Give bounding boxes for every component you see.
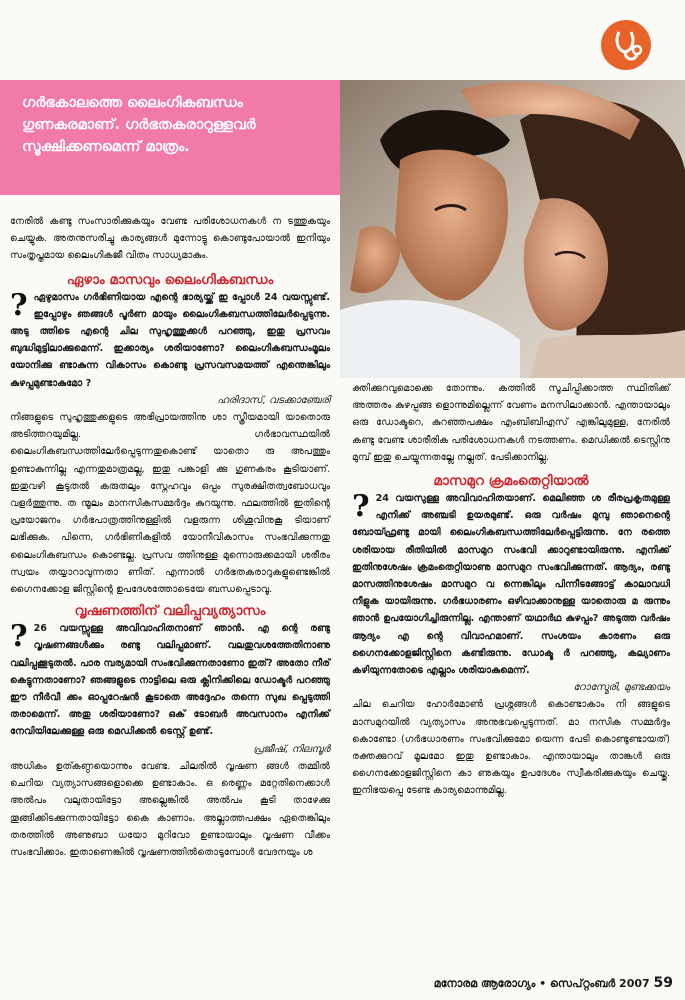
intro-paragraph: നേരിൽ കണ്ടു സംസാരിക്കുകയും വേണ്ട പരിശോധനകൾ ന ടത്തുകയും ചെയ്യുക. അതനുസരിച്ചു കാര്യങ്ങൾ മുന്നോട്ടു കൊണ്ടുപോയാൽ ഇനിയും സംതൃപ്തമായ ലൈംഗികജീ വിതം സാധ്യമാകും. bbox=[10, 216, 330, 262]
answer-paragraph: നിങ്ങളുടെ സുഹൃത്തുക്കളുടെ അഭിപ്രായത്തിനു ശാ സ്ത്രീയമായി യാതൊരു അടിത്തറയുമില്ല. ഗർഭാവസ്ഥയിൽ ലൈംഗികബന്ധത്തിലേർപ്പെടുന്നതുകൊണ്ട് യാതൊ രു അപത്തും ഉണ്ടാകുന്നില്ല എന്നതുമാത്രമല്ല, ഇതു പങ്കാളി ക്കു ഗുണകരം കൂടിയാണ്. ഇതുവഴി കൂടുതൽ കരുതലും സ്നേഹവും ഒപ്പം സുരക്ഷിതത്വബോധവും വളർത്തുന്നു. ത ന്മൂലം മാനസികസമ്മർദ്ദം കുറയുന്നു. ഫലത്തിൽ ഇതിന്റെ പ്രയോജനം ഗർഭപാത്രത്തിനുള്ളിൽ വളരുന്ന ശിശുവിനുകൂ ടിയാണ് ലഭിക്കുക. പിന്നെ, ഗർഭിണികളിൽ യോനീവികാസം സംഭവിക്കുന്നതു ലൈംഗികബന്ധം കൊണ്ടല്ല. പ്രസവ ത്തിനുള്ള മുന്നൊരുക്കമായി ശരീരം സ്വയം തയ്യാറാവുന്നതാ ണിത്. എന്നാൽ ഗർഭതകരാറുകളുണ്ടെങ്കിൽ ഗൈനക്കോള ജിസ്റ്റിന്റെ ഉപദേശത്തോടെയേ ബന്ധപ്പെടാവൂ. bbox=[10, 412, 330, 596]
page-number: 59 bbox=[653, 975, 673, 991]
question-mark-icon: ? bbox=[352, 489, 370, 525]
section-heading: ഏഴാം മാസവും ലൈംഗികബന്ധം bbox=[66, 271, 274, 288]
answer-paragraph: ചില ചെറിയ ഹോർമോൺ പ്രശ്നങ്ങൾ കൊണ്ടാകാം നി ങ്ങളുടെ മാസമുറയിൽ വ്യത്യാസം അനുഭവപ്പെടുന്നത്. മാ നസിക സമ്മർദ്ദം കൊണ്ടോ (ഗർഭധാരണം സംഭവിക്കുമോ യെന്ന പേടി കൊണ്ടുണ്ടായത്) രക്തക്കുറവ് മൂലമോ ഇതു ഉണ്ടാകാം. എന്തായാലും താങ്കൾ ഒരു ഗൈനക്കോളജിസ്റ്റിനെ കാ ണുകയും ഉപദേശം സ്വീകരിക്കുകയും ചെയ്തു. ഇനിഭയപ്പെ ടേണ്ട കാര്യമൊന്നുമില്ല. bbox=[352, 699, 670, 797]
pullquote-box bbox=[0, 80, 340, 195]
answer-paragraph: അധികം ഉത്കണ്ഠയൊന്നും വേണ്ട. ചിലരിൽ വൃഷണ ങ്ങൾ തമ്മിൽ ചെറിയ വ്യത്യാസങ്ങളൊക്കെ ഉണ്ടാകാം. ഒ രെണ്ണം മറ്റേതിനെക്കാൾ അൽപം വലുതായിട്ടോ അല്ലെങ്കിൽ അൽപം കൂടി താഴേക്കു തൂങ്ങിക്കിടക്കുന്നതായിട്ടോ കൈ കാണാം. അല്ലാത്തപക്ഷം ഏതെങ്കിലും തരത്തിൽ അണുബാ ധയോ മുറിവോ ഉണ്ടായാലും വൃഷണ വീക്കം സംഭവിക്കാം. ഇതാണെങ്കിൽ വൃഷണത്തിൽതൊടുമ്പോൾ വേദനയും ശ bbox=[10, 760, 330, 858]
question-paragraph bbox=[10, 620, 330, 740]
pullquote-text: ഗർഭകാലത്തെ ലൈംഗികബന്ധം ഗുണകരമാണ്. ഗർഭതകരാറുള്ളവർ സൂക്ഷിക്കണമെന്ന് മാത്രം. bbox=[22, 95, 256, 155]
right-column bbox=[352, 380, 670, 800]
question-mark-icon: ? bbox=[10, 619, 28, 655]
question-text: ഏഴുമാസം ഗർഭിണിയായ എന്റെ ഭാര്യയ്ക്ക് ഇ പ്പോൾ 24 വയസ്സുണ്ട്. ഇപ്പോഴും ഞങ്ങൾ പൂർണ മായും ലൈംഗികബന്ധത്തിലേർപ്പെടുന്നു. അടു ത്തിടെ എന്റെ ചില സുഹൃത്തുക്കൾ പറഞ്ഞു, ഇതു പ്രസവം ബുദ്ധിമുട്ടിലാക്കുമെന്ന്. ഇക്കാര്യം ശരിയാണോ? ലൈംഗികബന്ധംമൂലം യോനിക്കു ണ്ടാകുന്ന വികാസം കൊണ്ടു പ്രസവസമയത്ത് എന്തെങ്കിലും കുഴപ്പമുണ്ടാകുമോ ? bbox=[10, 291, 330, 389]
continued-paragraph: ക്തിക്കുറവുമൊക്കെ തോന്നും. കത്തിൽ സൂചിപ്പിക്കാത്ത സ്ഥിതിക്ക് അത്തരം കുഴപ്പങ്ങ ളൊന്നുമില്ലെന്ന് വേണം മനസിലാക്കാൻ. എന്തായാലും ഒരു ഡോക്ടറെ, കുറഞ്ഞപക്ഷം എംബിബിഎസ് എങ്കിലുമുള്ള, നേരിൽ കണ്ടു വേണ്ട ശാരീരിക പരിശോധനകൾ നടത്തണം. മെഡിക്കൽ ടെസ്റ്റിനു മുമ്പ് ഇതു ചെയ്യുന്നതല്ലേ നല്ലത്. പേടിക്കാനില്ല. bbox=[352, 383, 670, 463]
question-paragraph bbox=[352, 490, 670, 679]
signature: ഹരിദാസ്, വടക്കാഞ്ചേരി bbox=[217, 394, 330, 406]
question-paragraph bbox=[10, 289, 330, 392]
couple-photo bbox=[340, 80, 685, 378]
left-column bbox=[10, 213, 330, 861]
signature: റോസ്മേരി, മുണ്ടക്കയം bbox=[573, 682, 670, 694]
page-footer bbox=[434, 975, 673, 991]
footer-text: മനോരമ ആരോഗ്യം • സെപ്റ്റംബർ 2007 bbox=[433, 977, 650, 990]
signature: പ്രജീഷ്, നിലമ്പൂർ bbox=[253, 743, 330, 755]
question-text: 24 വയസുള്ള അവിവാഹിതയാണ്. മെലിഞ്ഞ ശ രീരപ്രകൃതമുള്ള എനിക്ക് അഞ്ചടി ഉയരമുണ്ട്. ഒരു വർഷം മുമ്പു ഞാനെന്റെ ബോയ്ഫ്രണ്ടു മായി ലൈംഗികബന്ധത്തിലേർപ്പെട്ടിരുന്നു. നേ രത്തെ ശരിയായ രീതിയിൽ മാസമുറ സംഭവി ക്കാറുണ്ടായിരുന്നു. എനിക്ക് ഇതിനുശേഷം ക്രമംതെറ്റിയാണു മാസമുറ സംഭവിക്കുന്നത്. ആദ്യം, രണ്ടു മാസത്തിനുശേഷം മാസമുറ വ ന്നെങ്കിലും പിന്നീടങ്ങോട്ട് കാലാവധി നീളുക യായിരുന്നു. ഗർഭധാരണം ഒഴിവാക്കാനുള്ള യാതൊരു മ രുന്നും ഞാൻ ഉപയോഗിച്ചിരുന്നില്ല. എന്താണ് യഥാർഥ കുഴപ്പം? അടുത്ത വർഷം ആദ്യം എ ന്റെ വിവാഹമാണ്. സംശയം കാരണം ഒരു ഗൈനക്കോളജിസ്റ്റിനെ കണ്ടിരുന്നു. ഡോക്ട ർ പറഞ്ഞു, കല്യാണം കഴിയുന്നതോടെ എല്ലാം ശരിയാകുമെന്ന്. bbox=[352, 493, 670, 677]
question-text: 26 വയസ്സുള്ള അവിവാഹിതനാണ് ഞാൻ. എ ന്റെ രണ്ടു വൃഷണങ്ങൾക്കും രണ്ടു വലിപ്പമാണ്. വലതുവശത്തേതിനാണു വലിപ്പക്കൂടുതൽ. പാര മ്പര്യമായി സംഭവിക്കുന്നതാണോ ഇത്? അതോ നീര് കെട്ടുന്നതാണോ? ഞങ്ങളുടെ നാട്ടിലെ ഒരു ക്ലിനിക്കിലെ ഡോക്ടർ പറഞ്ഞു ഈ നീർവീ ക്കം ഓപ്പറേഷൻ കൂടാതെ അദ്ദേഹം തന്നെ സുഖ പ്പെടുത്തി തരാമെന്ന്. അതു ശരിയാണോ? ഒക് ടോബർ അവസാനം എനിക്ക് നേവിയിലേക്കുള്ള ഒരു മെഡിക്കൽ ടെസ്റ്റ് ഉണ്ട്. bbox=[10, 623, 330, 738]
stethoscope-icon bbox=[601, 20, 651, 70]
question-mark-icon: ? bbox=[10, 287, 28, 323]
section-heading: മാസമുറ ക്രമംതെറ്റിയാൽ bbox=[433, 473, 589, 490]
section-heading: വൃഷണത്തിന് വലിപ്പവ്യത്യാസം bbox=[74, 603, 266, 620]
